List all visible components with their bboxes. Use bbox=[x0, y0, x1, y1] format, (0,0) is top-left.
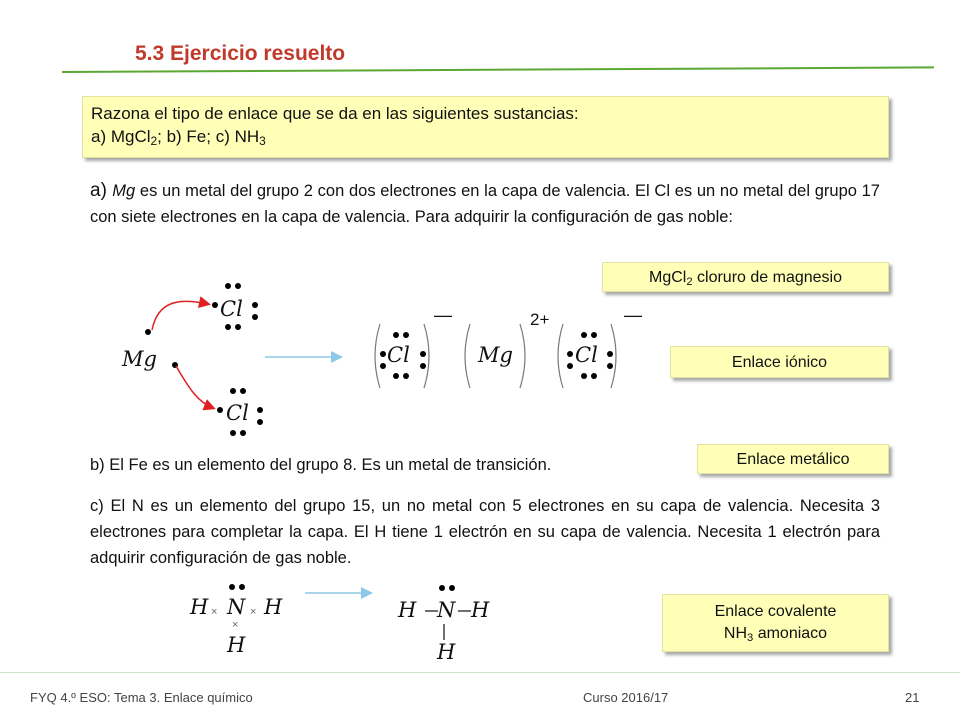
charge-minus-left: — bbox=[434, 305, 452, 325]
mgcl2-label: MgCl$_2$ cloruro de magnesio bbox=[602, 262, 889, 292]
electron-dot bbox=[591, 373, 597, 379]
electron-dot bbox=[239, 584, 245, 590]
electron-dot bbox=[420, 351, 426, 357]
electron-dot bbox=[420, 363, 426, 369]
h-bottom-bonded: H bbox=[437, 640, 456, 664]
cl-ion-right: Cl bbox=[575, 343, 598, 367]
electron-dot bbox=[403, 332, 409, 338]
slide-title: 5.3 Ejercicio resuelto bbox=[135, 42, 346, 65]
h-bottom: H bbox=[227, 633, 246, 657]
question-line-1: Razona el tipo de enlace que se da en las siguientes sustancias: bbox=[91, 104, 579, 123]
electron-dot bbox=[567, 351, 573, 357]
mg-ion: Mg bbox=[478, 343, 513, 367]
part-c-text: c) El N es un elemento del grupo 15, un no metal con 5 electrones en su capa de valencia. Necesita 3 electrones para completar la capa. El H tiene 1 electrón en su capa de valencia. Necesita 1 electrón para adquirir configuración de gas noble. bbox=[90, 497, 880, 567]
cross-electron: × bbox=[211, 606, 218, 618]
charge-2plus: 2+ bbox=[530, 310, 550, 329]
electron-dot bbox=[607, 351, 613, 357]
ionic-bond-label: Enlace iónico bbox=[670, 346, 889, 378]
electron-dot bbox=[439, 585, 445, 591]
cl-symbol-bottom: Cl bbox=[226, 401, 249, 425]
h-left-bonded: H bbox=[398, 598, 417, 622]
cl-symbol-top: Cl bbox=[220, 297, 243, 321]
page-number: 21 bbox=[905, 690, 920, 705]
electron-dot bbox=[229, 584, 235, 590]
charge-minus-right: — bbox=[624, 305, 642, 325]
part-a-text: a) Mg es un metal del grupo 2 con dos electrones en la capa de valencia. El Cl es un no metal del grupo 17 con siete electrones en la capa de valencia. Para adquirir la configuración de gas noble: bbox=[90, 180, 880, 226]
footer-course-year: Curso 2016/17 bbox=[583, 690, 669, 705]
cross-electron: × bbox=[250, 606, 257, 618]
h-right-bonded: H bbox=[471, 598, 490, 622]
footer-course-topic: FYQ 4.º ESO: Tema 3. Enlace químico bbox=[30, 690, 253, 705]
electron-dot bbox=[607, 363, 613, 369]
electron-dot bbox=[581, 373, 587, 379]
h-left: H bbox=[190, 595, 209, 619]
cross-electron: × bbox=[232, 619, 239, 631]
footer-divider bbox=[0, 672, 960, 673]
electron-dot bbox=[449, 585, 455, 591]
electron-dot bbox=[393, 332, 399, 338]
question-line-2: a) MgCl$_2$; b) Fe; c) $NH_3$ bbox=[91, 127, 266, 148]
part-b-text: b) El Fe es un elemento del grupo 8. Es un metal de transición. bbox=[90, 456, 552, 474]
electron-dot bbox=[403, 373, 409, 379]
covalent-bond-label: Enlace covalente $NH_3$ amoniaco bbox=[662, 594, 889, 652]
electron-dot bbox=[380, 363, 386, 369]
n-bonded: N bbox=[437, 598, 456, 622]
cl-ion-left: Cl bbox=[387, 343, 410, 367]
metallic-bond-label: Enlace metálico bbox=[697, 444, 889, 474]
electron-dot bbox=[567, 363, 573, 369]
electron-dot bbox=[591, 332, 597, 338]
electron-dot bbox=[581, 332, 587, 338]
mg-symbol: Mg bbox=[122, 347, 157, 371]
h-right: H bbox=[264, 595, 283, 619]
n-symbol: N bbox=[227, 595, 246, 619]
electron-dot bbox=[393, 373, 399, 379]
electron-dot bbox=[380, 351, 386, 357]
